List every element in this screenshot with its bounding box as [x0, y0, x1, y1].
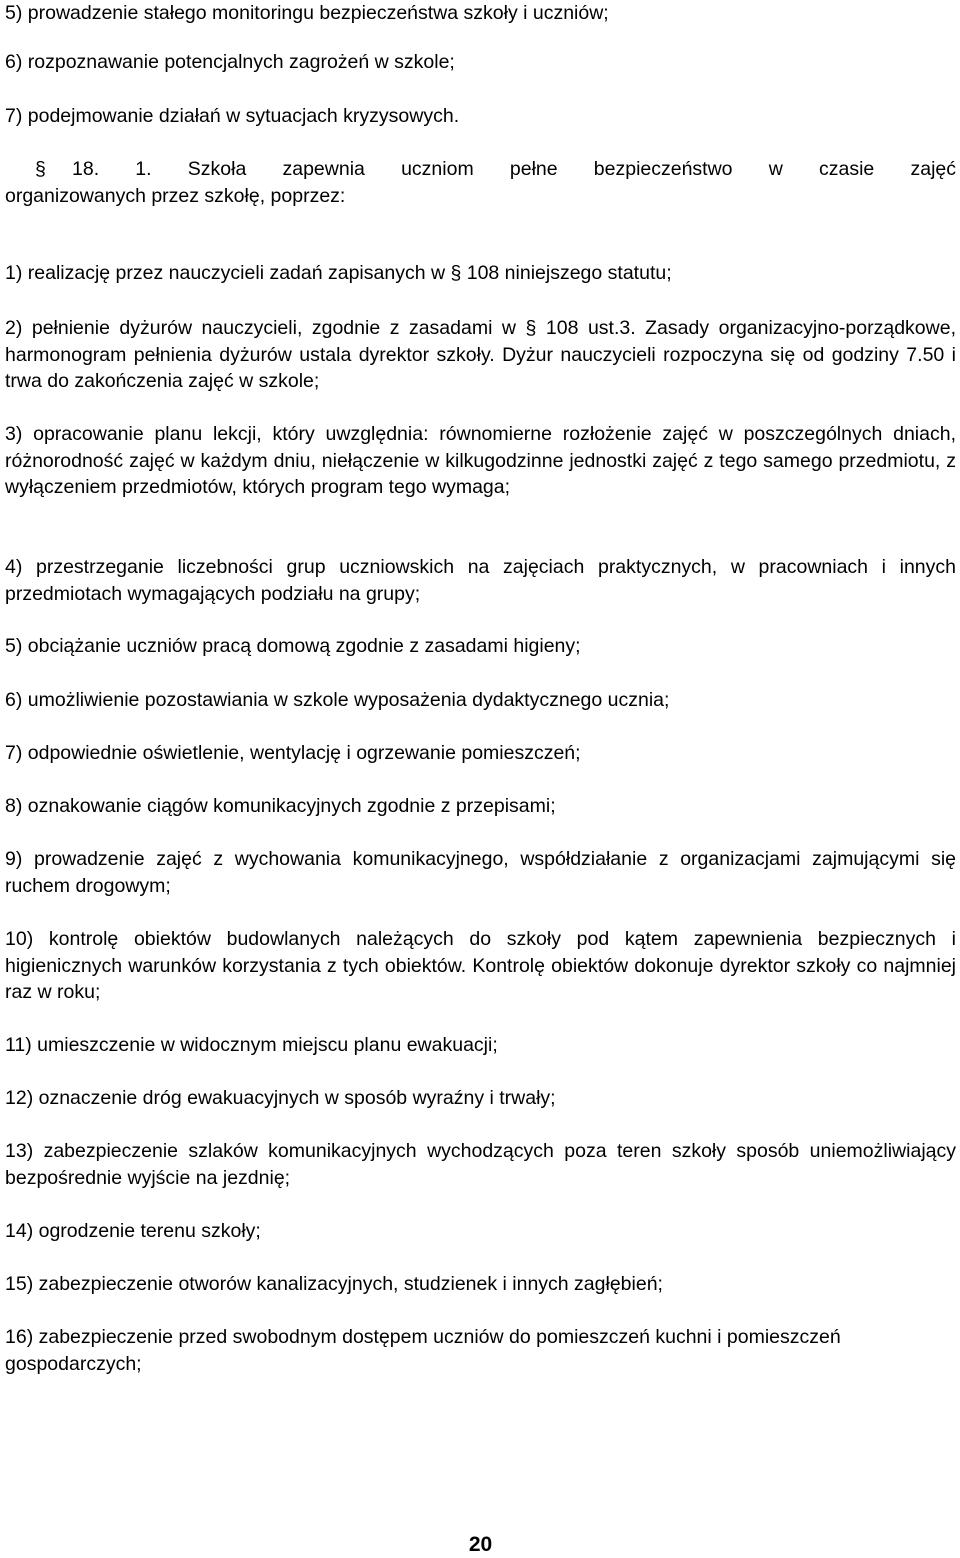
list-item-top-7: 7) podejmowanie działań w sytuacjach kryzysowych. [5, 105, 460, 127]
list-item-16: 16) zabezpieczenie przed swobodnym dostępem uczniów do pomieszczeń kuchni i pomieszczeń gospodarczych; [5, 1326, 841, 1375]
list-item-15: 15) zabezpieczenie otworów kanalizacyjnych, studzienek i innych zagłębień; [5, 1273, 663, 1295]
section-header-line-1: 18. 1. Szkoła zapewnia uczniom pełne bezpieczeństwo w czasie zajęć [72, 158, 956, 180]
list-item-5: 5) obciążanie uczniów pracą domową zgodnie z zasadami higieny; [5, 635, 581, 657]
list-item-13: 13) zabezpieczenie szlaków komunikacyjnych wychodzących poza teren szkoły sposób uniemożliwiający bezpośrednie wyjście na jezdnię; [5, 1140, 956, 1189]
list-item-6: 6) umożliwienie pozostawiania w szkole wyposażenia dydaktycznego ucznia; [5, 689, 670, 711]
list-item-4: 4) przestrzeganie liczebności grup uczniowskich na zajęciach praktycznych, w pracowniach i innych przedmiotach wymagających podziału na grupy; [5, 556, 956, 605]
list-item-8: 8) oznakowanie ciągów komunikacyjnych zgodnie z przepisami; [5, 795, 556, 817]
page-number: 20 [468, 1533, 493, 1556]
list-item-top-5: 5) prowadzenie stałego monitoringu bezpieczeństwa szkoły i uczniów; [5, 2, 609, 24]
list-item-9: 9) prowadzenie zajęć z wychowania komunikacyjnego, współdziałanie z organizacjami zajmującymi się ruchem drogowym; [5, 848, 956, 897]
document-page [5, 0, 956, 1557]
list-item-11: 11) umieszczenie w widocznym miejscu planu ewakuacji; [5, 1034, 498, 1056]
list-item-3: 3) opracowanie planu lekcji, który uwzględnia: równomierne rozłożenie zajęć w poszczególnych dniach, różnorodność zajęć w każdym dniu, niełączenie w kilkugodzinne jednostki zajęć z tego samego przedmiotu, z wyłączeniem przedmiotów, których program tego wymaga; [5, 423, 956, 498]
section-header-line-2: organizowanych przez szkołę, poprzez: [5, 185, 346, 207]
list-item-top-6: 6) rozpoznawanie potencjalnych zagrożeń w szkole; [5, 51, 455, 73]
list-item-12: 12) oznaczenie dróg ewakuacyjnych w sposób wyraźny i trwały; [5, 1087, 556, 1109]
list-item-1: 1) realizację przez nauczycieli zadań zapisanych w § 108 niniejszego statutu; [5, 262, 672, 284]
section-sign: § [35, 158, 46, 180]
list-item-10: 10) kontrolę obiektów budowlanych należących do szkoły pod kątem zapewnienia bezpiecznych i higienicznych warunków korzystania z tych obiektów. Kontrolę obiektów dokonuje dyrektor szkoły co najmniej raz w roku; [5, 928, 956, 1003]
list-item-7: 7) odpowiednie oświetlenie, wentylację i ogrzewanie pomieszczeń; [5, 742, 581, 764]
list-item-14: 14) ogrodzenie terenu szkoły; [5, 1220, 261, 1242]
list-item-2: 2) pełnienie dyżurów nauczycieli, zgodnie z zasadami w § 108 ust.3. Zasady organizacyjno-porządkowe, harmonogram pełnienia dyżurów ustala dyrektor szkoły. Dyżur nauczycieli rozpoczyna się od godziny 7.50 i trwa do zakończenia zajęć w szkole; [5, 317, 956, 392]
